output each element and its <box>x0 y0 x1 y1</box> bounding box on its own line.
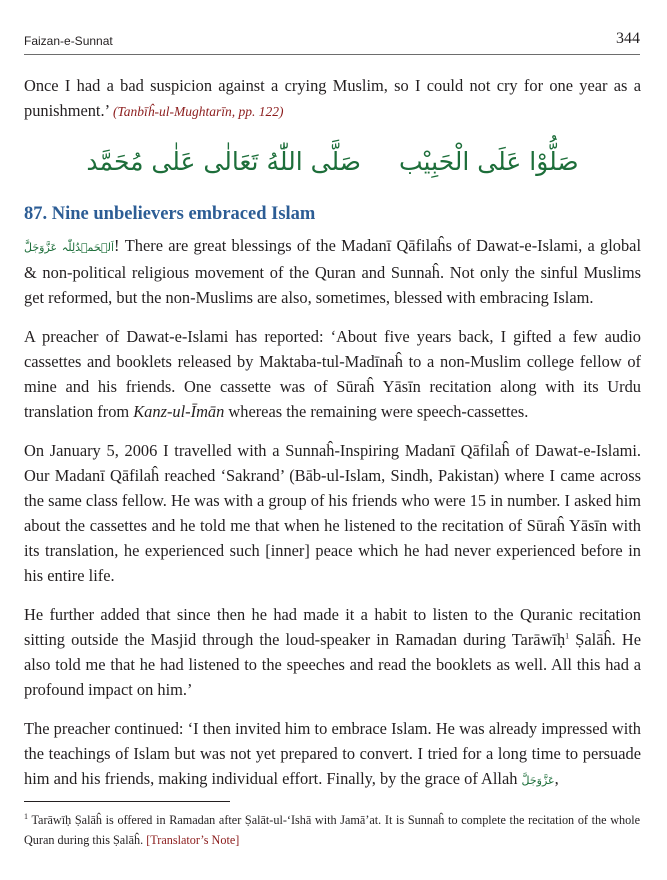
paragraph-4 <box>24 602 641 702</box>
paragraph-3: On January 5, 2006 I travelled with a Sunnaĥ-Inspiring Madanī Qāfilaĥ of Dawat-e-Islami. Our Madanī Qāfilaĥ reached ‘Sakrand’ (Bāb-ul-Islam, Sindh, Pakistan) where I came across the same class fellow. He was with a group of his friends who were 15 in number. I asked him about the cassettes and he told me that when he listened to the recitation of Sūraĥ Yāsīn with its translation, he experienced such [inner] peace which he had never experienced before in his entire life. <box>24 441 641 585</box>
paragraph-2-text-b: whereas the remaining were speech-cassettes. <box>224 402 529 421</box>
paragraph-2-text-a: A preacher of Dawat-e-Islami has reported: ‘About five years back, I gifted a few audio cassettes and booklets released by Maktaba-tul-Madīnaĥ to a non-Muslim college fellow of mine and his friends. One cassette was of Sūraĥ Yāsīn recitation along with its Urdu translation from <box>24 327 641 421</box>
paragraph-5-text: The preacher continued: ‘I then invited him to embrace Islam. He was already impressed with the teachings of Islam but was not yet prepared to convert. I tried for a long time to persuade him and his friends, making individual effort. Finally, by the grace of Allah <box>24 719 641 788</box>
page-header <box>24 30 640 55</box>
footnote-marker: 1 <box>24 811 28 821</box>
paragraph-5-end: , <box>554 769 559 788</box>
intro-reference: (Tanbīĥ-ul-Mughtarīn, pp. 122) <box>112 104 284 119</box>
paragraph-2-italic: Kanz-ul-Īmān <box>133 402 225 421</box>
intro-text: Once I had a bad suspicion against a crying Muslim, so I could not cry for one year as a punishment.’ <box>24 76 641 120</box>
alhamdulillah-calligraphy: اَلۡحَمۡدُلِلّٰہ عَزَّوَجَلَّ <box>24 241 115 254</box>
paragraph-1-text: ! There are great blessings of the Madanī Qāfilaĥs of Dawat-e-Islami, a global & non-political religious movement of the Quran and Sunnaĥ. Not only the sinful Muslims get reformed, but the non-Muslims are also, sometimes, blessed with embracing Islam. <box>24 236 641 307</box>
footnote-text: Tarāwīḥ Ṣalāĥ is offered in Ramadan after Ṣalāt-ul-‘Ishā with Jamā’at. It is Sunnaĥ to complete the recitation of the whole Quran during this Ṣalāĥ. <box>24 813 640 847</box>
footnote <box>24 810 640 850</box>
paragraph-2 <box>24 324 641 424</box>
azzawajal-calligraphy: عَزَّوَجَلَّ <box>521 774 555 787</box>
footnote-ref: 1 <box>565 631 570 641</box>
footnote-divider <box>24 801 230 802</box>
salawat-line <box>24 138 641 184</box>
salawat-part-2: صَلَّى اللّٰهُ تَعَالٰى عَلٰى مُحَمَّد <box>86 146 361 176</box>
paragraph-4-text-b: Ṣalāĥ. He also told me that he had listened to the speeches and read the booklets as well. All this had a profound impact on him.’ <box>24 630 641 699</box>
section-heading: 87. Nine unbelievers embraced Islam <box>24 204 316 224</box>
paragraph-4-text-a: He further added that since then he had made it a habit to listen to the Quranic recitation sitting outside the Masjid through the loud-speaker in Ramadan during Tarāwīḥ <box>24 605 641 649</box>
page-number: 344 <box>616 30 640 47</box>
paragraph-1 <box>24 233 641 310</box>
book-title: Faizan-e-Sunnat <box>24 34 113 48</box>
salawat-part-1: صَلُّوْا عَلَى الْحَبِيْب <box>398 146 579 176</box>
translator-note: [Translator’s Note] <box>146 833 240 847</box>
page-body <box>24 73 641 807</box>
intro-paragraph <box>24 73 641 124</box>
paragraph-5 <box>24 716 641 793</box>
